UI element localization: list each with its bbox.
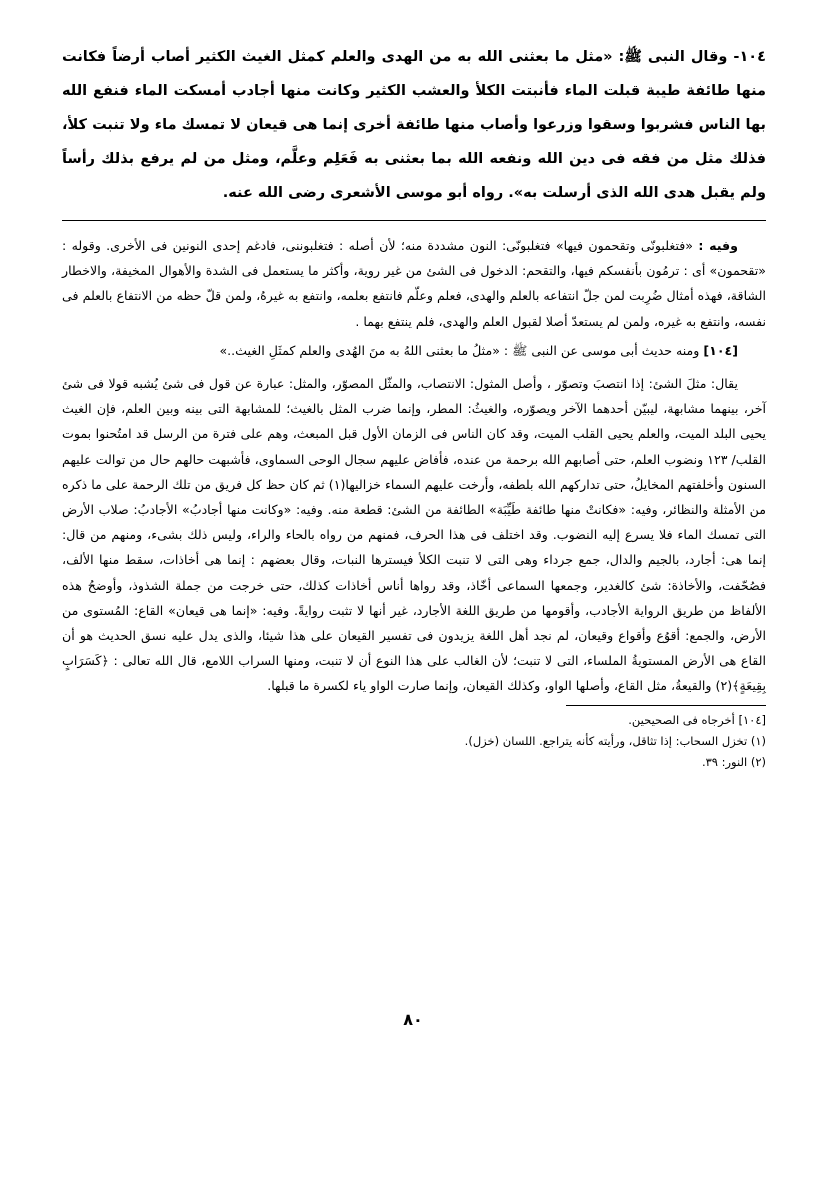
commentary-label: وفيه :	[698, 238, 738, 253]
hadith-ref-text: ومنه حديث أبى موسى عن النبى ﷺ : «مثلُ ما بعثنى اللهُ به منَ الهُدى والعلم كمثَلِ الغيث..»	[219, 342, 700, 358]
footnote-3: (٢) النور: ٣٩.	[701, 754, 766, 769]
footnote-1: [١٠٤] أخرجاه فى الصحيحين.	[628, 712, 766, 727]
hadith-text: وقال النبى ﷺ: «مثل ما بعثنى الله به من الهدى والعلم كمثل الغيث الكثير أصاب أرضاً فكانت منها طائفة طيبة قبلت الماء فأنبتت الكلأ والعشب الكثير وكانت منها أجادب أمسكت الماء فنفع الله بها الناس فشربوا وسقوا وزرعوا وأصاب منها طائفة أخرى إنما هى قيعان لا تمسك ماء ولا تنبت كلأ، فذلك مثل من فقه فى دين الله ونفعه الله بما بعثنى به فَعَلِم وعلَّم، ومثل من لم يرفع بذلك رأساً ولم يقبل هدى الله الذى أرسلت به». رواه أبو موسى الأشعرى رضى الله عنه.	[62, 49, 766, 201]
hadith-reference	[62, 338, 766, 363]
hadith-main: ١٠٤- وقال النبى ﷺ: «مثل ما بعثنى الله به من الهدى والعلم كمثل الغيث الكثير أصاب أرضاً فكانت منها طائفة طيبة قبلت الماء فأنبتت الكلأ والعشب الكثير وكانت منها أجادب أمسكت الماء فنفع الله بها الناس فشربوا وسقوا وزرعوا وأصاب منها طائفة أخرى إنما هى قيعان لا تمسك ماء ولا تنبت كلأ، فذلك مثل من فقه فى دين الله ونفعه الله بما بعثنى به فَعَلِم وعلَّم، ومثل من لم يرفع بذلك رأساً ولم يقبل هدى الله الذى أرسلت به». رواه أبو موسى الأشعرى رضى الله عنه.	[62, 49, 766, 201]
separator-rule	[62, 220, 766, 221]
page-number: ٨٠	[403, 1010, 423, 1029]
footnote-rule	[566, 705, 766, 706]
footnotes	[62, 705, 766, 773]
gloss-text: يقال: مثلَ الشئ: إذا انتصبَ وتصوّر ، وأصل المثول: الانتصاب، والمثّل المصوّر، والمثل: عبارة عن قول فى شئ يُشبه قولا فى شئ آخر، بينهما مشابهة، ليبيّن أحدهما الآخر ويصوّره، والغيثُ: المطر، وإنما ضرب المثل بالغيث؛ للمشابهة التى بينه وبين العلم، فإن الغيث يحيى البلد الميت، والعلم يحيى القلب الميت، وقد كان الناس فى الزمان الأول قبل المبعث، وهم على فترة من الرسل قد امتُحنوا بموت القلب/ ١٢٣ ونضوب العلم، حتى أصابهم الله برحمة من عنده، فأفاض عليهم سجال الوحى السماوى، فأشبهت حالهم حال من توالت عليهم السنون وأخلفتهم المخايلُ، حتى تداركهم الله بلطفه، وأرخت عليهم السماء خزاليها(١) ثم كان حظ كل فريق من تلك الرحمة على ما ذكره من الأمثلة والنظائر، وفيه: «فكانتْ منها طائفة طَيِّبَة» الطائفة من الشئ: قطعة منه. وفيه: «وكانت منها أجادبُ» الأجادبُ: صلاب الأرض التى تمسك الماء فلا يسرع إليه النضوب. وقد اختلف فى هذا الحرف، فمنهم من رواه بالحاء والراء، وليس ذلك بشىء، ومنهم من قال: إنما هى: أجارد، بالجيم والدال، جمع جرداء وهى التى لا تنبت الكلأ فيسترها النبات، وقال بعضهم : إنما هى أخاذات، سقط منها الألف، فصُحّفت، والأخاذة: شئ كالغدير، وجمعها السماعى أخّاذ، وقد رواها أناس أخاذات كذلك، حتى خرجت من جملة الشذوذ، وأوضحُ هذه الألفاظ من طريق الرواية الأجادب، وأقومها من طريق اللغة الأجارد، غير أنها لا تثبت روايةً. وفيه: «إنما هى قيعان» القاع: المُستوى من الأرض، والجمع: أقوُع وأقواع وقيعان، لم نجد أهل اللغة يزيدون فى تفسير القيعان على هذا شيئا، والذى يدل عليه نسق الحديث هو أن القاع هى الأرض المستويةُ الملساء، التى لا تنبت؛ لأن الغالب على هذا النوع أن لا تنبت، ومنها السراب اللامع، قال الله تعالى : ﴿كَسَرَابٍ بِقِيعَةٍ﴾(٢) والقيعةُ، مثل القاع، وأصلها الواو، وكذلك القيعان، وإنما صارت الواو ياء لكسرة ما قبلها.	[62, 376, 767, 694]
hadith-ref-label: [١٠٤]	[703, 342, 738, 358]
gloss	[62, 371, 766, 699]
commentary	[62, 233, 766, 334]
footnote-2: (١) تخزل السحاب: إذا تثاقل، ورأيته كأنه يتراجع. اللسان (خزل).	[464, 733, 766, 748]
hadith-number: ١٠٤	[739, 49, 766, 65]
page-content	[62, 40, 766, 773]
commentary-text: «فتغلبونّى وتقحمون فيها» فتغلبونّى: النون مشددة منه؛ لأن أصله : فتغلبوننى، فادغم إحدى النونين فى الأخرى. وقوله : «تقحمون» أى : ترمُون بأنفسكم فيها، والتقحم: الدخول فى الشئ من غير روية، وأكثر ما يستعمل فى الشدة والأهوال المخيفة، والاخطار الشاقة، فهذه أمثال ضُرِبت لمن جلّ انتفاعه بالعلم والهدى، فعلم وعلّم فانتفع بعلمه، وانتفع به غيرهُ، ولمن قلّ حظه من الانتفاع بالعلم فى نفسه، وانتفع به غيره، ولمن لم يستعدّ أصلا لقبول العلم والهدى، فلم ينتفع بهما .	[62, 238, 766, 329]
